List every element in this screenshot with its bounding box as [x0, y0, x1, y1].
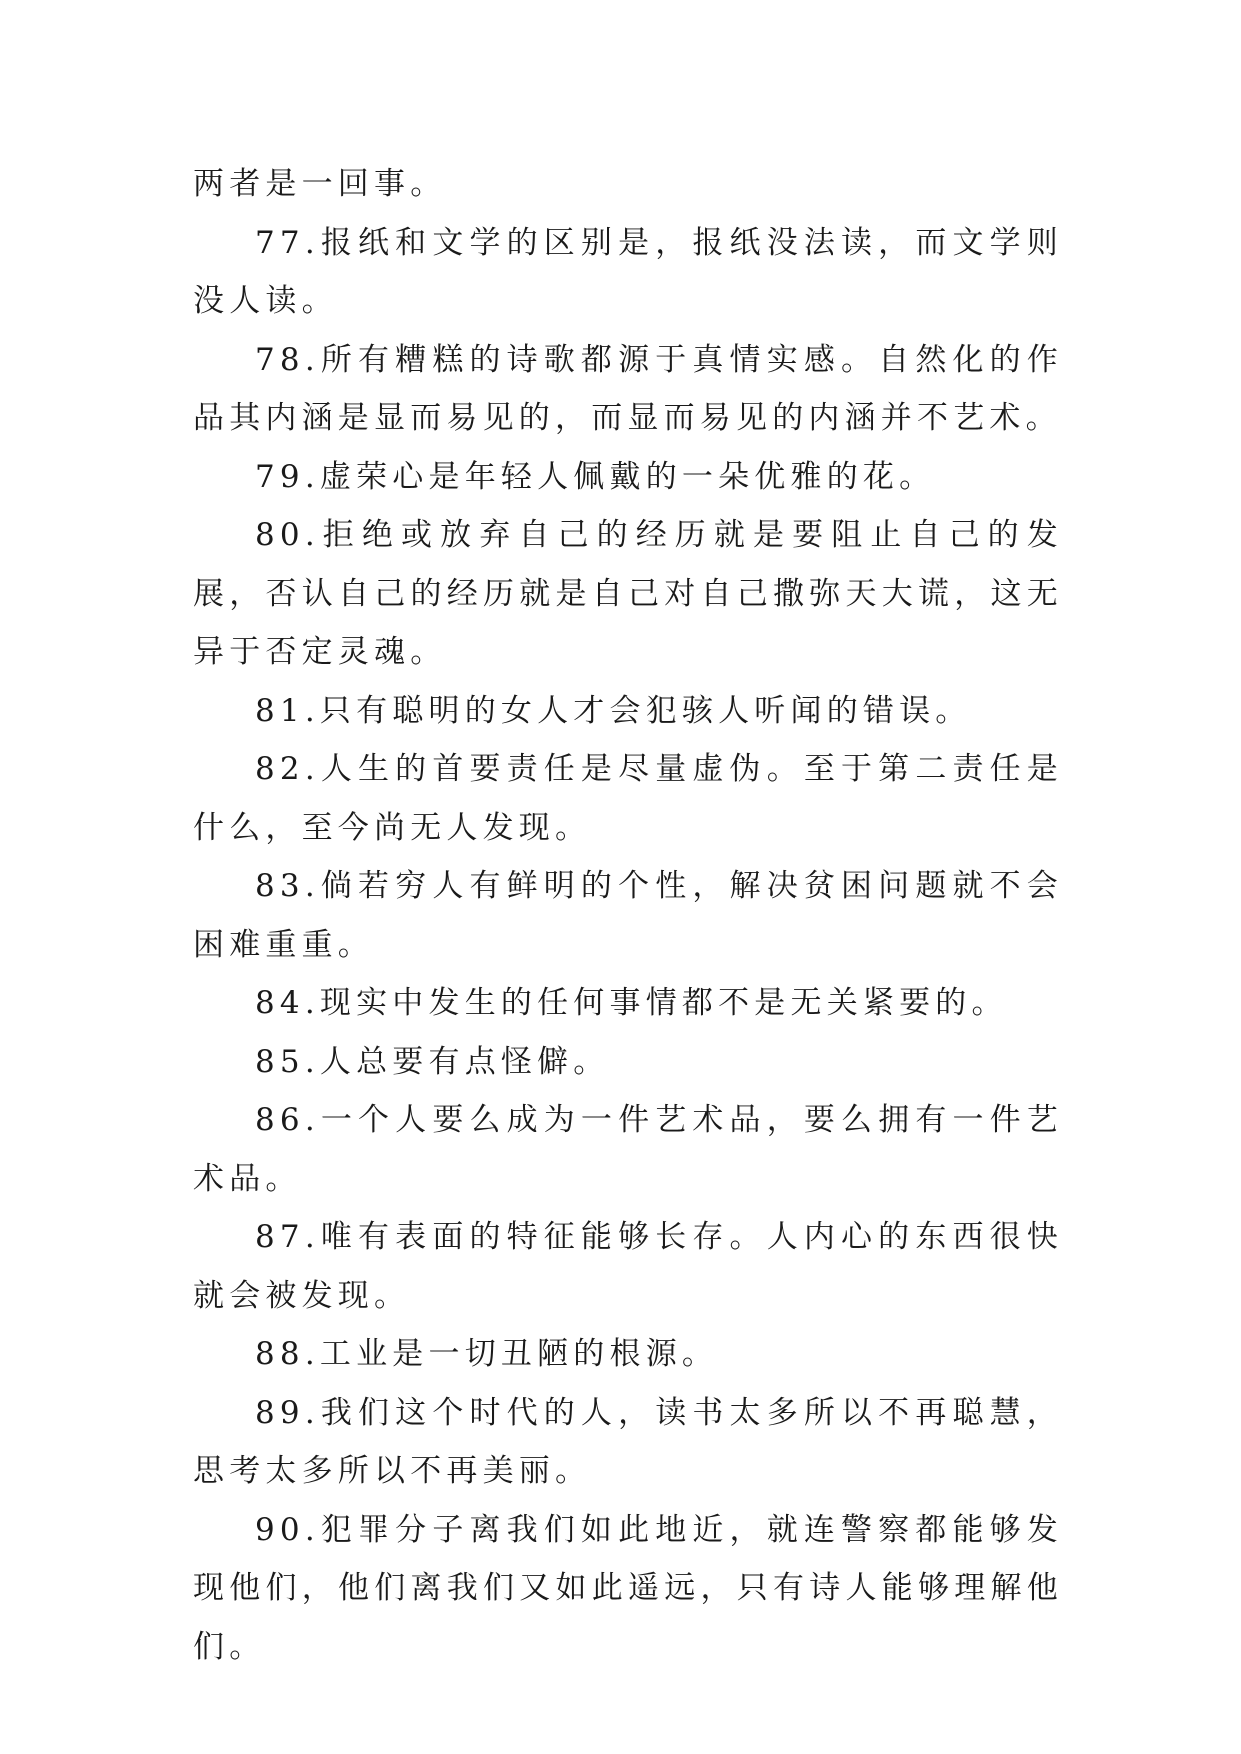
quote-84: 84.现实中发生的任何事情都不是无关紧要的。 — [255, 985, 1008, 1021]
quote-83: 83.倘若穷人有鲜明的个性，解决贫困问题就不会困难重重。 — [193, 868, 1063, 963]
quote-77: 77.报纸和文学的区别是，报纸没法读，而文学则没人读。 — [193, 224, 1063, 319]
quote-79: 79.虚荣心是年轻人佩戴的一朵优雅的花。 — [255, 458, 936, 495]
quote-88: 88.工业是一切丑陋的根源。 — [255, 1336, 719, 1372]
quote-82: 82.人生的首要责任是尽量虚伪。至于第二责任是什么，至今尚无人发现。 — [193, 751, 1063, 846]
quote-90: 90.犯罪分子离我们如此地近，就连警察都能够发现他们，他们离我们又如此遥远，只有诗人能够理解他们。 — [193, 1511, 1063, 1665]
quote-86: 86.一个人要么成为一件艺术品，要么拥有一件艺术品。 — [193, 1102, 1063, 1197]
quote-78: 78.所有糟糕的诗歌都源于真情实感。自然化的作品其内涵是显而易见的，而显而易见的内涵并不艺术。 — [193, 341, 1063, 436]
document-body — [193, 155, 1063, 1676]
quote-87: 87.唯有表面的特征能够长存。人内心的东西很快就会被发现。 — [193, 1219, 1063, 1314]
paragraph-continuation: 两者是一回事。 — [193, 166, 447, 202]
quote-80: 80.拒绝或放弃自己的经历就是要阻止自己的发展，否认自己的经历就是自己对自己撒弥天大谎，这无异于否定灵魂。 — [193, 517, 1063, 670]
quote-85: 85.人总要有点怪僻。 — [255, 1043, 610, 1080]
quote-81: 81.只有聪明的女人才会犯骇人听闻的错误。 — [255, 692, 972, 729]
quote-89: 89.我们这个时代的人，读书太多所以不再聪慧，思考太多所以不再美丽。 — [193, 1394, 1063, 1489]
